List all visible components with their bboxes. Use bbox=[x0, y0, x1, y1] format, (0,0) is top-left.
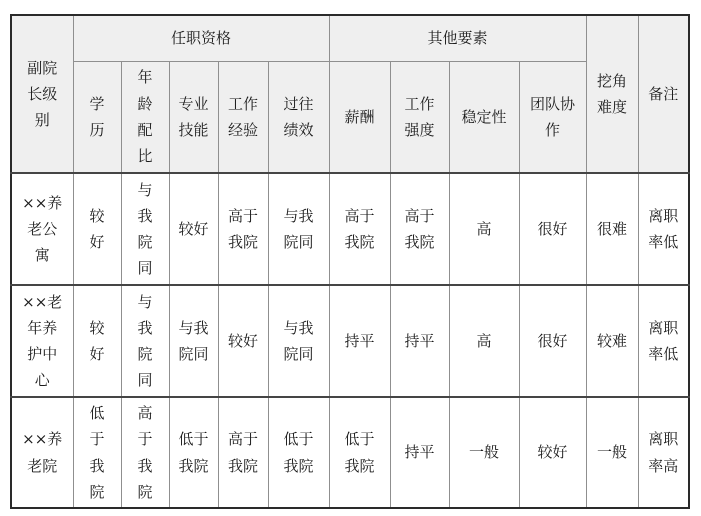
header-group-qualification: 任职资格 bbox=[73, 15, 329, 61]
cell-note: 离职率低 bbox=[638, 285, 689, 397]
cell-salary: 高于我院 bbox=[329, 173, 390, 285]
header-poach-difficulty: 挖角难度 bbox=[586, 15, 638, 173]
cell-stability: 高 bbox=[449, 173, 519, 285]
header-teamwork: 团队协作 bbox=[519, 61, 586, 173]
row-name-cell: ××养老院 bbox=[11, 397, 73, 508]
cell-professional-skill: 与我院同 bbox=[169, 285, 218, 397]
cell-poach-difficulty: 较难 bbox=[586, 285, 638, 397]
cell-salary: 持平 bbox=[329, 285, 390, 397]
row-name-cell: ××老年养护中心 bbox=[11, 285, 73, 397]
cell-teamwork: 很好 bbox=[519, 173, 586, 285]
cell-stability: 高 bbox=[449, 285, 519, 397]
header-past-performance: 过往绩效 bbox=[268, 61, 329, 173]
cell-poach-difficulty: 很难 bbox=[586, 173, 638, 285]
candidate-comparison-table bbox=[10, 14, 690, 509]
row-name-cell: ××养老公寓 bbox=[11, 173, 73, 285]
header-professional-skill: 专业技能 bbox=[169, 61, 218, 173]
cell-work-intensity: 持平 bbox=[390, 285, 449, 397]
cell-education: 较好 bbox=[73, 173, 121, 285]
cell-teamwork: 很好 bbox=[519, 285, 586, 397]
cell-age-ratio: 高于我院 bbox=[121, 397, 169, 508]
cell-work-intensity: 高于我院 bbox=[390, 173, 449, 285]
table-row bbox=[11, 397, 689, 508]
header-salary: 薪酬 bbox=[329, 61, 390, 173]
cell-work-experience: 高于我院 bbox=[218, 397, 268, 508]
cell-past-performance: 与我院同 bbox=[268, 173, 329, 285]
cell-professional-skill: 低于我院 bbox=[169, 397, 218, 508]
header-note: 备注 bbox=[638, 15, 689, 173]
header-work-experience: 工作经验 bbox=[218, 61, 268, 173]
cell-professional-skill: 较好 bbox=[169, 173, 218, 285]
header-level: 副院长级别 bbox=[11, 15, 73, 173]
cell-stability: 一般 bbox=[449, 397, 519, 508]
header-group-other-factors: 其他要素 bbox=[329, 15, 586, 61]
cell-age-ratio: 与我院同 bbox=[121, 173, 169, 285]
cell-work-experience: 较好 bbox=[218, 285, 268, 397]
table-row bbox=[11, 285, 689, 397]
header-work-intensity: 工作强度 bbox=[390, 61, 449, 173]
cell-past-performance: 与我院同 bbox=[268, 285, 329, 397]
header-stability: 稳定性 bbox=[449, 61, 519, 173]
header-age-ratio: 年龄配比 bbox=[121, 61, 169, 173]
cell-education: 较好 bbox=[73, 285, 121, 397]
header-education: 学历 bbox=[73, 61, 121, 173]
cell-work-intensity: 持平 bbox=[390, 397, 449, 508]
cell-age-ratio: 与我院同 bbox=[121, 285, 169, 397]
cell-salary: 低于我院 bbox=[329, 397, 390, 508]
cell-past-performance: 低于我院 bbox=[268, 397, 329, 508]
cell-teamwork: 较好 bbox=[519, 397, 586, 508]
cell-note: 离职率高 bbox=[638, 397, 689, 508]
table-row bbox=[11, 173, 689, 285]
cell-work-experience: 高于我院 bbox=[218, 173, 268, 285]
cell-note: 离职率低 bbox=[638, 173, 689, 285]
cell-education: 低于我院 bbox=[73, 397, 121, 508]
header-row-groups bbox=[11, 15, 689, 61]
cell-poach-difficulty: 一般 bbox=[586, 397, 638, 508]
